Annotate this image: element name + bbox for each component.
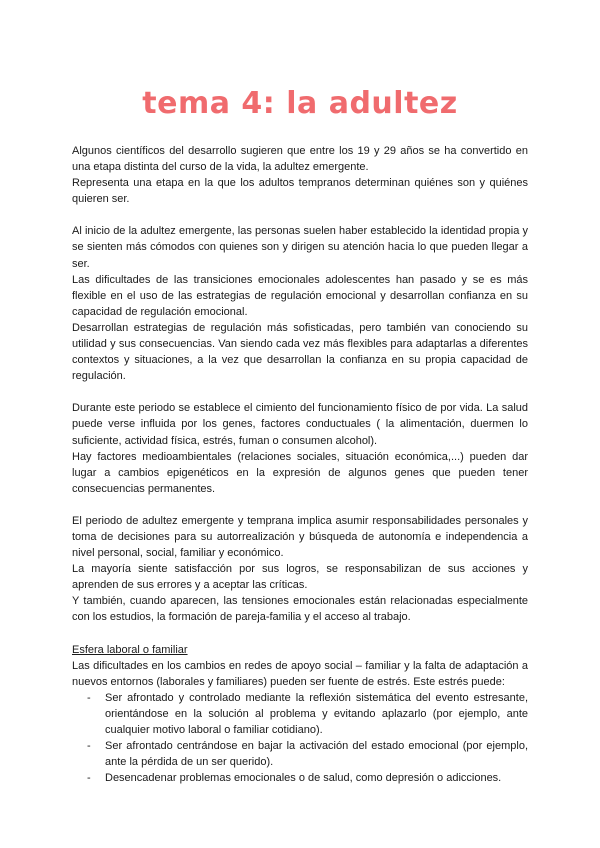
paragraph: Algunos científicos del desarrollo sugieren que entre los 19 y 29 años se ha convertido en una etapa distinta del curso de la vida, la adultez emergente. — [72, 145, 528, 174]
list-item: - Ser afrontado centrándose en bajar la activación del estado emocional (por ejemplo, ante la pérdida de un ser querido). — [105, 738, 528, 770]
paragraph: El periodo de adultez emergente y temprana implica asumir responsabilidades personales y toma de decisiones para su autorrealización y búsqueda de autonomía e independencia a nivel personal, social, familiar y económico. — [72, 514, 528, 560]
paragraph: La mayoría siente satisfacción por sus logros, se responsabilizan de sus acciones y aprenden de sus errores y a aceptar las críticas. — [72, 563, 528, 592]
paragraph: Al inicio de la adultez emergente, las personas suelen haber establecido la identidad propia y se sienten más cómodos con quienes son y dirigen su atención hacia lo que pueden llegar a ser. — [72, 225, 528, 270]
list-item: - Desencadenar problemas emocionales o de salud, como depresión o adicciones. — [105, 770, 528, 786]
paragraph: Durante este periodo se establece el cimiento del funcionamiento físico de por vida. La salud puede verse influida por los genes, factores conductuales ( la alimentación, duermen lo suficiente, actividad física, estrés, fuman o consumen alcohol). — [72, 402, 528, 447]
paragraph: Hay factores medioambientales (relaciones sociales, situación económica,...) pueden dar lugar a cambios epigenéticos en la expresión de algunos genes que pueden tener consecuencias permanentes. — [72, 450, 528, 495]
paragraph: Representa una etapa en la que los adultos tempranos determinan quiénes son y quiénes quieren ser. — [72, 177, 528, 206]
paragraph: Desarrollan estrategias de regulación más sofisticadas, pero también van conociendo su utilidad y sus consecuencias. Van siendo cada vez más flexibles para adaptarlas a diferentes contextos y situaciones, a la vez que desarrollan la confianza en su propia capacidad de regulación. — [72, 321, 528, 383]
page-title: tema 4: la adultez — [142, 86, 458, 121]
section-heading: Esfera laboral o familiar — [72, 643, 188, 656]
paragraph: Las dificultades de las transiciones emocionales adolescentes han pasado y se es más flexible en el uso de las estrategias de regulación emocional y desarrollan confianza en su capacidad de regulación emocional. — [72, 273, 528, 318]
paragraph: Las dificultades en los cambios en redes de apoyo social – familiar y la falta de adaptación a nuevos entornos (laborales y familiares) pueden ser fuente de estrés. Este estrés puede: — [72, 659, 528, 688]
bullet-list — [72, 690, 528, 787]
list-item: - Ser afrontado y controlado mediante la reflexión sistemática del evento estresante, orientándose en la solución al problema y evitando aplazarlo (por ejemplo, ante cualquier motivo laboral o familiar cotidiano). — [105, 690, 528, 738]
document-body — [72, 143, 528, 786]
paragraph: Y también, cuando aparecen, las tensiones emocionales están relacionadas especialmente con los estudios, la formación de pareja-familia y el acceso al trabajo. — [72, 595, 528, 624]
